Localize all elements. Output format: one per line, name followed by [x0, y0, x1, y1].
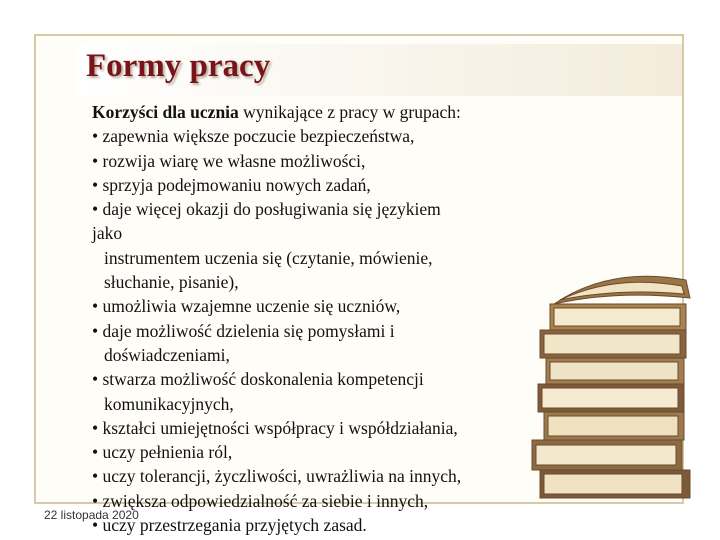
list-item: • daje możliwość dzielenia się pomysłami i — [92, 320, 395, 341]
list-item-continuation: słuchanie, pisanie), — [104, 272, 239, 293]
list-item-continuation: komunikacyjnych, — [104, 393, 234, 414]
intro-line — [92, 100, 542, 124]
list-item-continuation: instrumentem uczenia się (czytanie, mówienie, — [104, 247, 433, 268]
footer-date: 22 listopada 2020 — [44, 508, 139, 522]
list-item: • kształci umiejętności współpracy i współdziałania, — [92, 417, 458, 438]
list-item: • rozwija wiarę we własne możliwości, — [92, 150, 366, 171]
list-item: • daje więcej okazji do posługiwania się językiem — [92, 199, 441, 220]
stack-of-books-icon — [520, 260, 700, 510]
list-item: • zapewnia większe poczucie bezpieczeństwa, — [92, 126, 415, 147]
slide-title: Formy pracy — [86, 48, 271, 84]
list-item: • zwiększa odpowiedzialność za siebie i innych, — [92, 490, 429, 511]
intro-bold: Korzyści dla ucznia — [92, 102, 239, 122]
list-item: • uczy przestrzegania przyjętych zasad. — [92, 515, 367, 536]
slide-body — [92, 100, 542, 537]
list-item: • stwarza możliwość doskonalenia kompetencji — [92, 369, 424, 390]
list-item: • uczy tolerancji, życzliwości, uwrażliwia na innych, — [92, 466, 462, 487]
list-item-continuation: doświadczeniami, — [104, 344, 230, 365]
list-item: • umożliwia wzajemne uczenie się uczniów, — [92, 296, 401, 317]
list-item: • sprzyja podejmowaniu nowych zadań, — [92, 174, 371, 195]
intro-rest: wynikające z pracy w grupach: — [238, 102, 461, 122]
list-item: • uczy pełnienia ról, — [92, 442, 233, 463]
list-item-continuation: jako — [92, 223, 123, 244]
